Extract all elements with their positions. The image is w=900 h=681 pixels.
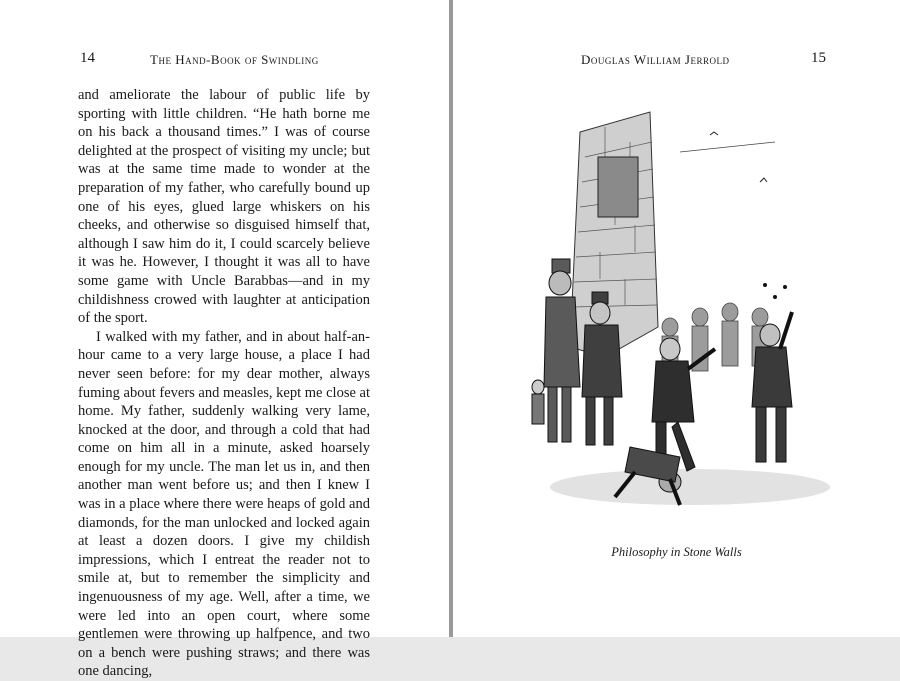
left-running-head: The Hand-Book of Swindling — [150, 52, 319, 67]
illustration-caption: Philosophy in Stone Walls — [611, 545, 742, 559]
left-page — [0, 0, 449, 680]
paragraph: and ameliorate the labour of public life by sporting with little children. “He hath borne me on his back a thousand times.” I was of course delighted at the prospect of visiting my uncle; but was at the same time made to wonder at the preparation of my father, who carefully bound up one of his eyes, glued large whiskers on his cheeks, and otherwise so disguised himself that, although I saw him do it, I could scarcely believe it was he. However, I thought it was all to have some game with Uncle Barabbas—and in my childishness crowed with laughter at anticipation of the sport. — [78, 87, 370, 327]
paragraph: I walked with my father, and in about half-an-hour came to a very large house, a place I had never seen before: for my dear mother, always fuming about fevers and measles, kept me close at home. My father, suddenly walking very lame, knocked at the door, and through a cold that had come on him all in a minute, asked hoarsely enough for my uncle. The man let us in, and then another man went before us; and then I knew I was in a place where there were heaps of gold and diamonds, for the man unlocked and locked again at least a dozen doors. I give my childish impressions, which I entreat the reader not to smile at, but to remember the simplicity and ingenuousness of my age. Well, after a time, we were led into an open court, where some gentlemen were throwing up halfpence, and two on a bench were pushing straws; and there was one dancing, — [78, 328, 370, 680]
left-page-number: 14 — [80, 50, 95, 66]
right-page-number: 15 — [811, 50, 826, 66]
body-text — [78, 86, 370, 681]
engraving-illustration — [530, 87, 830, 537]
right-running-head: Douglas William Jerrold — [581, 52, 730, 67]
